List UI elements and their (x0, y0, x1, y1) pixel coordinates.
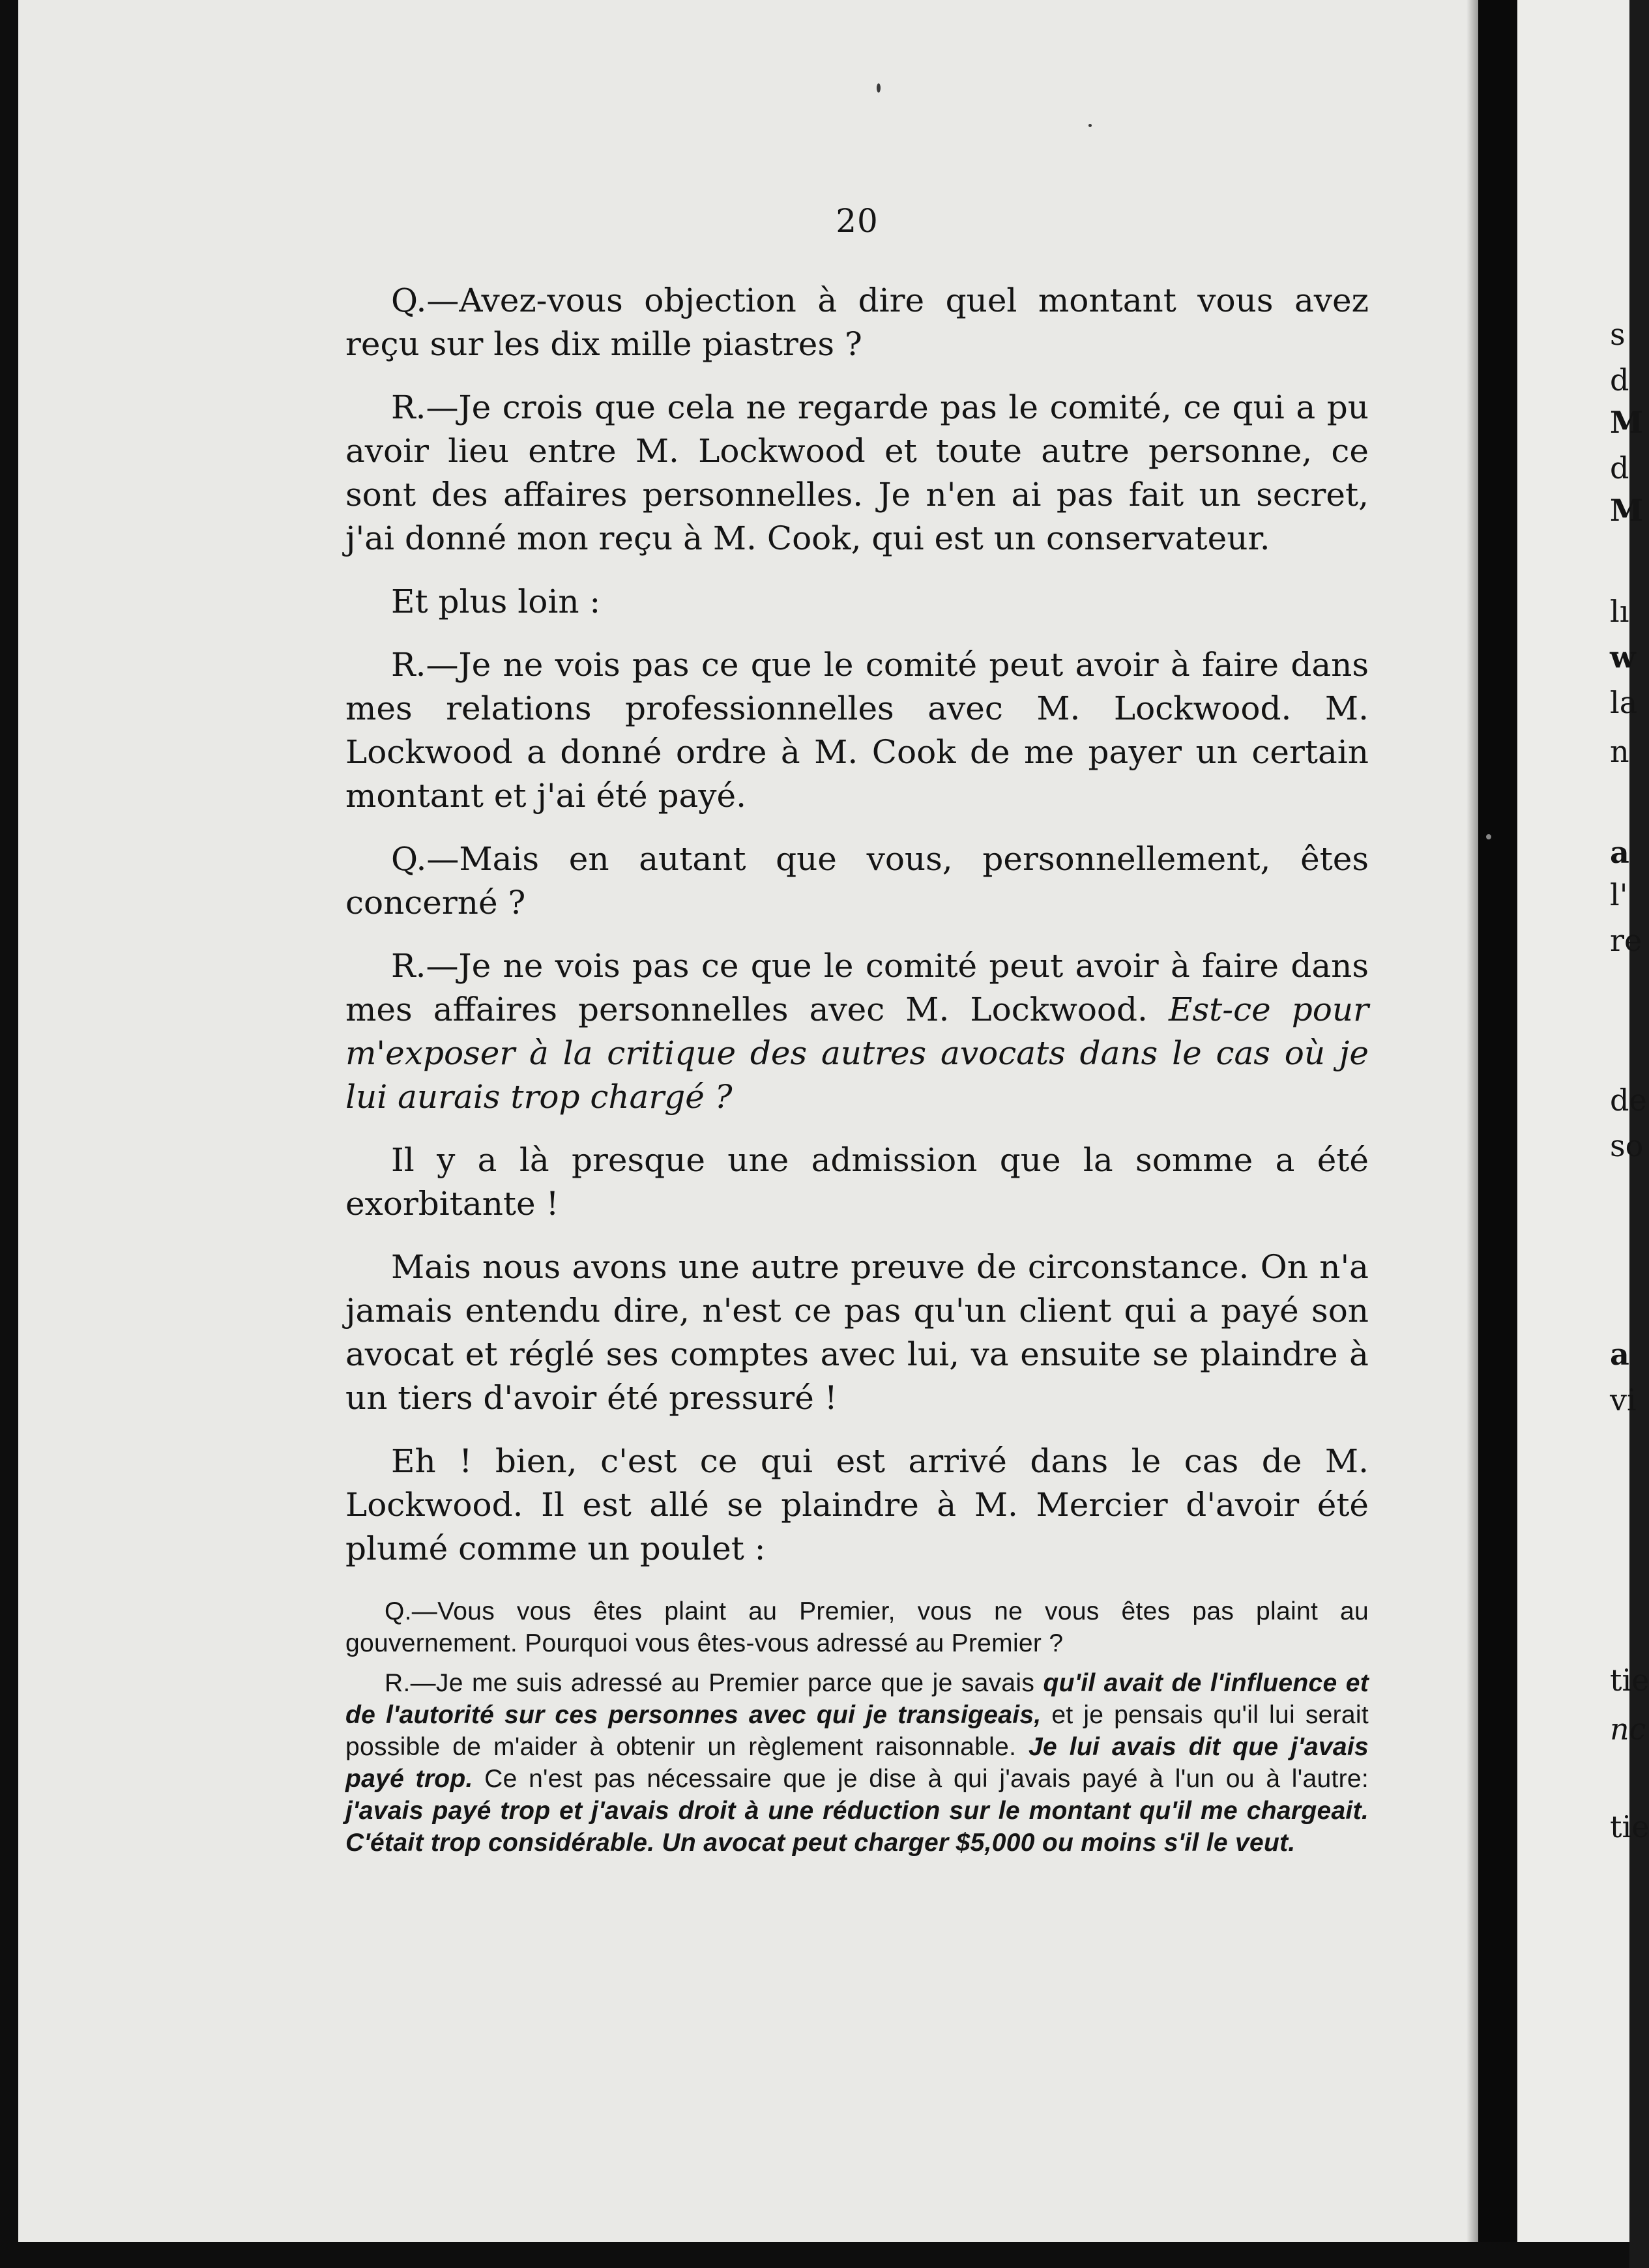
dust-speck (1486, 834, 1491, 839)
next-page-fragment: lı (1610, 594, 1629, 629)
excerpt-question: Q.—Vous vous êtes plaint au Premier, vous ne vous êtes pas plaint au gouvernement. Pourquoi vous êtes-vous adressé au Premier ? (345, 1597, 1369, 1657)
paragraph-answer-3: R.—Je ne vois pas ce que le comité peut avoir à faire dans mes affaires personnelles avec M. Lockwood. Est-ce pour m'exposer à la critique des autres avocats dans le cas où je lui aurais trop chargé ? (345, 947, 1369, 1116)
next-page-fragment: so (1610, 1128, 1644, 1163)
book-gutter (1478, 0, 1517, 2268)
next-page-fragment: nc (1610, 1711, 1646, 1747)
next-page-fragment: M (1610, 405, 1643, 440)
scan-border-bottom (0, 2242, 1629, 2268)
next-page-fragment: w (1610, 639, 1636, 675)
paragraph-answer-1: R.—Je crois que cela ne regarde pas le comité, ce qui a pu avoir lieu entre M. Lockwood et toute autre personne, ce sont des affaires personnelles. Je n'en ai pas fait un secret, j'ai donné mon reçu à M. Cook, qui est un conservateur. (345, 388, 1369, 557)
answer-3-italic: Est-ce pour m'exposer à la critique des autres avocats dans le cas où je lui aurais trop chargé ? (345, 991, 1369, 1116)
page-edge-shadow (1467, 0, 1478, 2268)
page-content (345, 202, 1369, 1867)
dust-speck (877, 83, 881, 93)
next-page-fragment: re (1610, 923, 1642, 958)
testimony-excerpt (345, 1595, 1369, 1859)
paragraph-commentary-2: Mais nous avons une autre preuve de circonstance. On n'a jamais entendu dire, n'est ce pas qu'un client qui a payé son avocat et réglé ses comptes avec lui, va ensuite se plaindre à un tiers d'avoir été pressuré ! (345, 1248, 1369, 1417)
paragraph-commentary-1: Il y a là presque une admission que la somme a été exorbitante ! (345, 1141, 1369, 1223)
paragraph-commentary-3: Eh ! bien, c'est ce qui est arrivé dans le cas de M. Lockwood. Il est allé se plaindre à M. Mercier d'avoir été plumé comme un poulet : (345, 1442, 1369, 1567)
next-page-fragment: a (1610, 1337, 1629, 1372)
next-page-fragment: n (1610, 734, 1629, 769)
paragraph-question-1: Q.—Avez-vous objection à dire quel montant vous avez reçu sur les dix mille piastres ? (345, 282, 1369, 363)
paragraph-question-2: Q.—Mais en autant que vous, personnellement, êtes concerné ? (345, 840, 1369, 922)
next-page-fragment: l' (1610, 877, 1628, 912)
next-page-fragment: M (1610, 493, 1643, 528)
next-page-fragment: d (1610, 362, 1629, 398)
scan-border-left (0, 0, 18, 2268)
excerpt-answer: R.—Je me suis adressé au Premier parce que je savais qu'il avait de l'influence et de l'autorité sur ces personnes avec qui je transigeais, et je pensais qu'il lui serait possible de m'aider à obtenir un règlement raisonnable. Je lui avais dit que j'avais payé trop. Ce n'est pas nécessaire que je dise à qui j'avais payé à l'un ou à l'autre: j'avais payé trop et j'avais droit à une réduction sur le montant qu'il me chargeait. C'était trop considérable. Un avocat peut charger $5,000 ou moins s'il le veut. (345, 1669, 1369, 1857)
next-page-fragment: s (1610, 317, 1626, 352)
next-page-fragment: a (1610, 835, 1629, 870)
next-page-fragment: de (1610, 1083, 1647, 1118)
dust-speck (1088, 124, 1092, 127)
page-number: 20 (836, 202, 879, 240)
next-page-fragment: la (1610, 685, 1638, 720)
next-page-fragment: tie (1610, 1809, 1649, 1844)
next-page-fragment: tie (1610, 1663, 1649, 1698)
next-page-fragment: vi (1610, 1382, 1637, 1418)
paragraph-transition: Et plus loin : (391, 583, 601, 620)
next-page-fragment: d (1610, 450, 1629, 486)
paragraph-answer-2: R.—Je ne vois pas ce que le comité peut avoir à faire dans mes relations professionnelles avec M. Lockwood. M. Lockwood a donné ordre à M. Cook de me payer un certain montant et j'ai été payé. (345, 646, 1369, 815)
